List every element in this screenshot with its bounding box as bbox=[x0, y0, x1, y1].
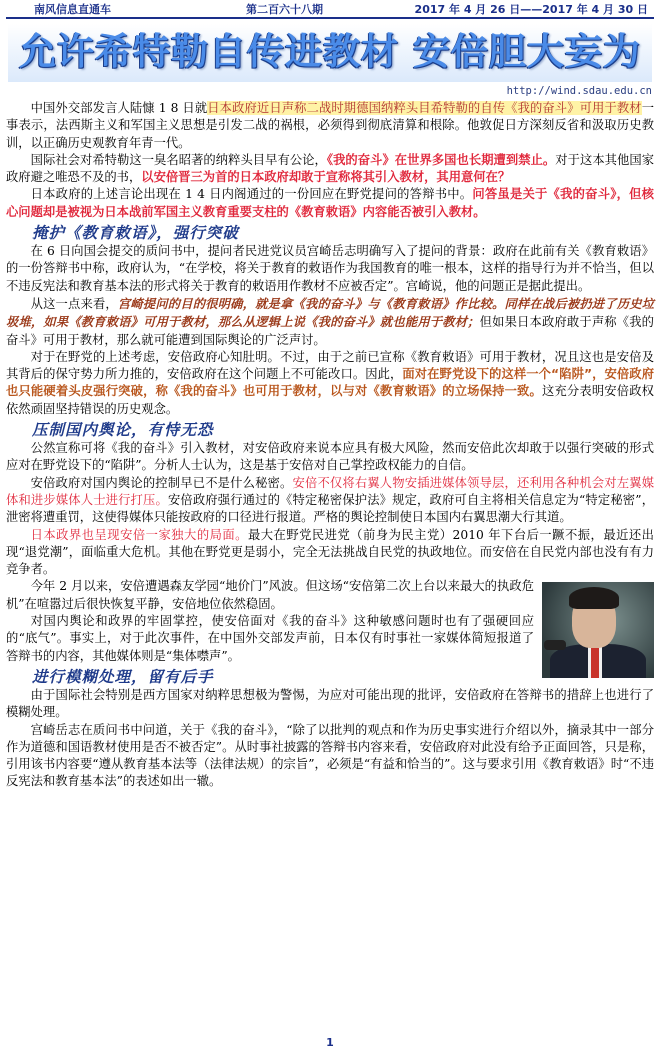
p1-text-c: 一事表示，法西斯主义和军国主义思想是引发二战的祸根，必须得到彻底清算和根除。他敦促日方深刻反省和汲取历史教训，以正确历史观教育年青一代。 bbox=[6, 101, 654, 150]
headline: 允许希特勒自传进教材 安倍胆大妄为 bbox=[8, 24, 652, 82]
paragraph-3 bbox=[6, 186, 654, 221]
paragraph-12: 由于国际社会特别是西方国家对纳粹思想极为警惕，为应对可能出现的批评，安倍政府在答辩书的措辞上也进行了模糊处理。 bbox=[6, 687, 654, 720]
p8-text-a: 安倍政府对国内舆论的控制早已不是什么秘密。 bbox=[30, 475, 293, 490]
p5-text-c: 但如果日本政府敢于声称《我的奋斗》可用于教材，那么就可能遭到国际舆论的广泛声讨。 bbox=[6, 315, 654, 347]
paragraph-6 bbox=[6, 349, 654, 418]
header-bar bbox=[6, 3, 654, 19]
p3-red: 问答虽是关于《我的奋斗》，但核心问题却是被视为日本战前军国主义教育重要支柱的《教育敕语》内容能否被引入教材。 bbox=[6, 187, 654, 219]
p9-red: 日本政界也呈现安倍一家独大的局面。 bbox=[30, 527, 248, 542]
photo-hair bbox=[569, 587, 619, 609]
paragraph-4: 在 6 日向国会提交的质问书中，提问者民进党议员宫崎岳志明确写入了提问的背景：政府在此前有关《教育敕语》的一份答辩书中称，政府认为，“在学校，将关于教育的敕语作为我国教育的唯一根本，这样的指导行为并不恰当，但以不违反宪法和教育基本法的形式将关于教育的敕语用作教材不应被否定”。宫崎说，他的问题正是据此提出。 bbox=[6, 244, 654, 293]
p2-text-c: 对于这本其他国家政府避之唯恐不及的书， bbox=[6, 152, 654, 185]
p5-emphasis: 宫崎提问的目的很明确，就是拿《我的奋斗》与《教育敕语》作比较。同样在战后被扔进了历史垃圾堆，如果《教育敕语》可用于教材，那么从逻辑上说《我的奋斗》就也能用于教材； bbox=[6, 295, 654, 330]
date-range: 2017 年 4 月 26 日——2017 年 4 月 30 日 bbox=[414, 3, 648, 16]
page-number: 1 bbox=[326, 1036, 334, 1049]
p6-emphasis: 面对在野党设下的这样一个“陷阱”，安倍政府也只能硬着头皮强行突破，称《我的奋斗》也可用于教材，以与对《教育敕语》的立场保持一致。 bbox=[6, 367, 654, 399]
website-url[interactable]: http://wind.sdau.edu.cn bbox=[506, 85, 652, 97]
section-heading-1: 掩护《教育敕语》，强行突破 bbox=[32, 223, 239, 243]
p2-red-b: 以安倍晋三为首的日本政府却敢于宣称将其引入教材，其用意何在？ bbox=[141, 170, 511, 185]
section-heading-3: 进行模糊处理，留有后手 bbox=[32, 666, 214, 686]
paragraph-5 bbox=[6, 295, 654, 349]
paragraph-9 bbox=[6, 527, 654, 579]
paragraph-8 bbox=[6, 475, 654, 527]
article-body bbox=[6, 100, 654, 791]
photo-tie bbox=[591, 648, 599, 678]
p5-text-a: 从这一点来看， bbox=[30, 296, 118, 311]
p6-text-a: 对于在野党的上述考虑，安倍政府心知肚明。不过，由于之前已宣称《教育敕语》可用于教材，况且这也是安倍及其背后的保守势力所力推的，安倍政府在这个问题上不可能改口。因此， bbox=[6, 349, 654, 382]
paragraph-13: 宫崎岳志在质问书中问道，关于《我的奋斗》，“除了以批判的观点和作为历史事实进行介绍以外，摘录其中一部分作为道德和国语教材使用是否不被否定”。从时事社披露的答辩书内容来看，安倍政府对此没有给予正面回答，只是称，引用该书内容要“遵从教育基本法等（法律法规）的宗旨”，必须是“有益和恰当的”。这与要求引用《教育敕语》时“不违反宪法和教育基本法”的表述如出一辙。 bbox=[6, 722, 654, 789]
paragraph-1 bbox=[6, 100, 654, 152]
section-heading-2: 压制国内舆论，有恃无恐 bbox=[32, 420, 214, 440]
paragraph-7: 公然宣称可将《我的奋斗》引入教材，对安倍政府来说本应具有极大风险，然而安倍此次却敢于以强行突破的形式应对在野党设下的“陷阱”。分析人士认为，这是基于安倍对自己掌控政权能力的自信。 bbox=[6, 441, 654, 473]
abe-portrait-photo bbox=[542, 582, 654, 678]
p3-text-a: 日本政府的上述言论出现在 1 4 日内阁通过的一份回应在野党提问的答辩书中。 bbox=[30, 187, 473, 202]
microphone-icon bbox=[544, 640, 566, 650]
p2-red-a: 《我的奋斗》在世界多国也长期遭到禁止。 bbox=[326, 152, 556, 167]
p9-text-b: 最大在野党民进党（前身为民主党）2010 年下台后一蹶不振，最近还出现“退党潮”，面临重大危机。其他在野党更是弱小，完全无法挑战自民党的执政地位。而安倍在自民党内部也没有有力竞争者。 bbox=[6, 527, 654, 577]
p6-text-c: 这充分表明安倍政权依然顽固坚持错误的历史观念。 bbox=[6, 384, 654, 416]
paragraph-10: 今年 2 月以来，安倍遭遇森友学园“地价门”风波。但这场“安倍第二次上台以来最大的执政危机”在喧嚣过后很快恢复平静，安倍地位依然稳固。 bbox=[6, 579, 534, 611]
p1-text-a: 中国外交部发言人陆慷 1 8 日就 bbox=[30, 101, 208, 115]
publication-name: 南风信息直通车 bbox=[34, 3, 111, 16]
p8-text-c: 安倍政府强行通过的《特定秘密保护法》规定，政府可自主将相关信息定为“特定秘密”，泄密将遭重罚，这使得媒体只能按政府的口径进行报道。严格的舆论控制使日本国内右翼思潮大行其道。 bbox=[6, 492, 654, 525]
paragraph-2 bbox=[6, 152, 654, 187]
p8-red: 安倍不仅将右翼人物安插进媒体领导层，还利用各种机会对左翼媒体和进步媒体人士进行打压。 bbox=[6, 475, 654, 507]
paragraph-11: 对国内舆论和政界的牢固掌控，使安倍面对《我的奋斗》这种敏感问题时也有了强硬回应的“底气”。事实上，对于此次事件，在中国外交部发声前，日本仅有时事社一家媒体简短报道了答辩书的内容，其他媒体则是“集体噤声”。 bbox=[6, 614, 534, 663]
p1-highlight: 日本政府近日声称二战时期德国纳粹头目希特勒的自传《我的奋斗》可用于教材 bbox=[207, 101, 642, 115]
p2-text-a: 国际社会对希特勒这一臭名昭著的纳粹头目早有公论， bbox=[30, 152, 327, 167]
issue-number: 第二百六十八期 bbox=[246, 3, 323, 16]
